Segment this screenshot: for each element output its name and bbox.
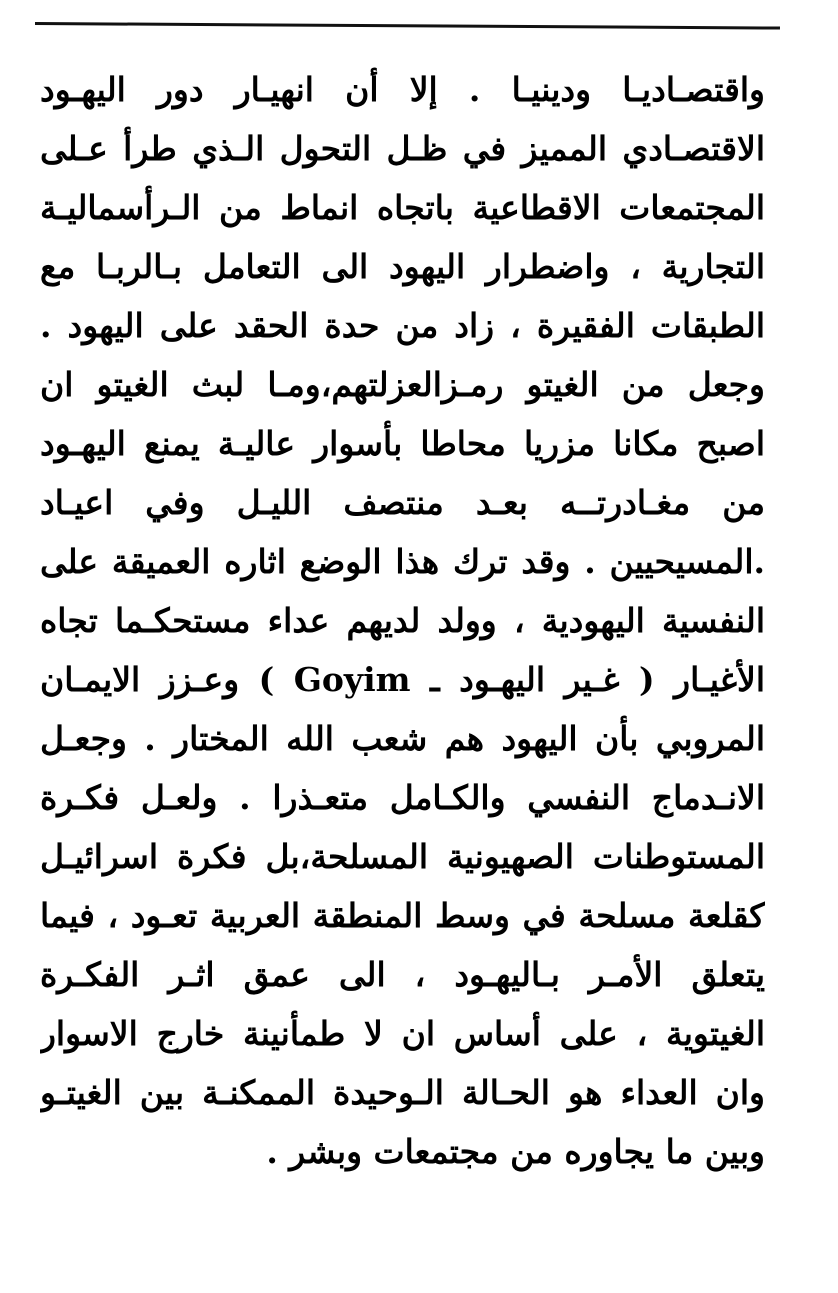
text-line: الأغيـار ( غـير اليهـود ـ Goyim ) وعـزز الايمـان xyxy=(40,660,765,699)
header-rule xyxy=(35,22,780,30)
text-line: المروبي بأن اليهود هم شعب الله المختار . وجعـل xyxy=(40,719,765,758)
text-line-last: وبين ما يجاوره من مجتمعات وبشر . xyxy=(266,1132,765,1171)
text-line: وجعل من الغيتو رمـزالعزلتهم،ومـا لبث الغيتو ان xyxy=(40,365,765,404)
body-text xyxy=(40,60,765,1181)
text-line: وان العداء هو الحـالة الـوحيدة الممكنـة بين الغيتـو xyxy=(40,1073,765,1112)
text-line: اصبح مكانا مزريا محاطا بأسوار عاليـة يمنع اليهـود xyxy=(40,424,765,463)
text-line: الغيتوية ، على أساس ان لا طمأنينة خارج الاسوار xyxy=(40,1014,765,1053)
text-line: المستوطنات الصهيونية المسلحة،بل فكرة اسرائيـل xyxy=(40,837,765,876)
text-line: .المسيحيين . وقد ترك هذا الوضع اثاره العميقة على xyxy=(40,542,765,581)
text-line: الانـدماج النفسي والكـامل متعـذرا . ولعـل فكـرة xyxy=(40,778,765,817)
text-line: الطبقات الفقيرة ، زاد من حدة الحقد على اليهود . xyxy=(40,306,765,345)
text-line: واقتصـاديـا ودينيـا . إلا أن انهيـار دور اليهـود xyxy=(40,70,765,109)
text-line: من مغـادرتــه بعـد منتصف الليـل وفي اعيـاد xyxy=(40,483,765,522)
text-line: المجتمعات الاقطاعية باتجاه انماط من الـرأسماليـة xyxy=(40,188,765,227)
text-line: التجارية ، واضطرار اليهود الى التعامل بـالربـا مع xyxy=(40,247,765,286)
text-line: كقلعة مسلحة في وسط المنطقة العربية تعـود ، فيما xyxy=(40,896,765,935)
text-line: يتعلق الأمـر بـاليهـود ، الى عمق اثـر الفكـرة xyxy=(40,955,765,994)
text-line: النفسية اليهودية ، وولد لديهم عداء مستحكـما تجاه xyxy=(40,601,765,640)
text-line: الاقتصـادي المميز في ظـل التحول الـذي طرأ عـلى xyxy=(40,129,765,168)
